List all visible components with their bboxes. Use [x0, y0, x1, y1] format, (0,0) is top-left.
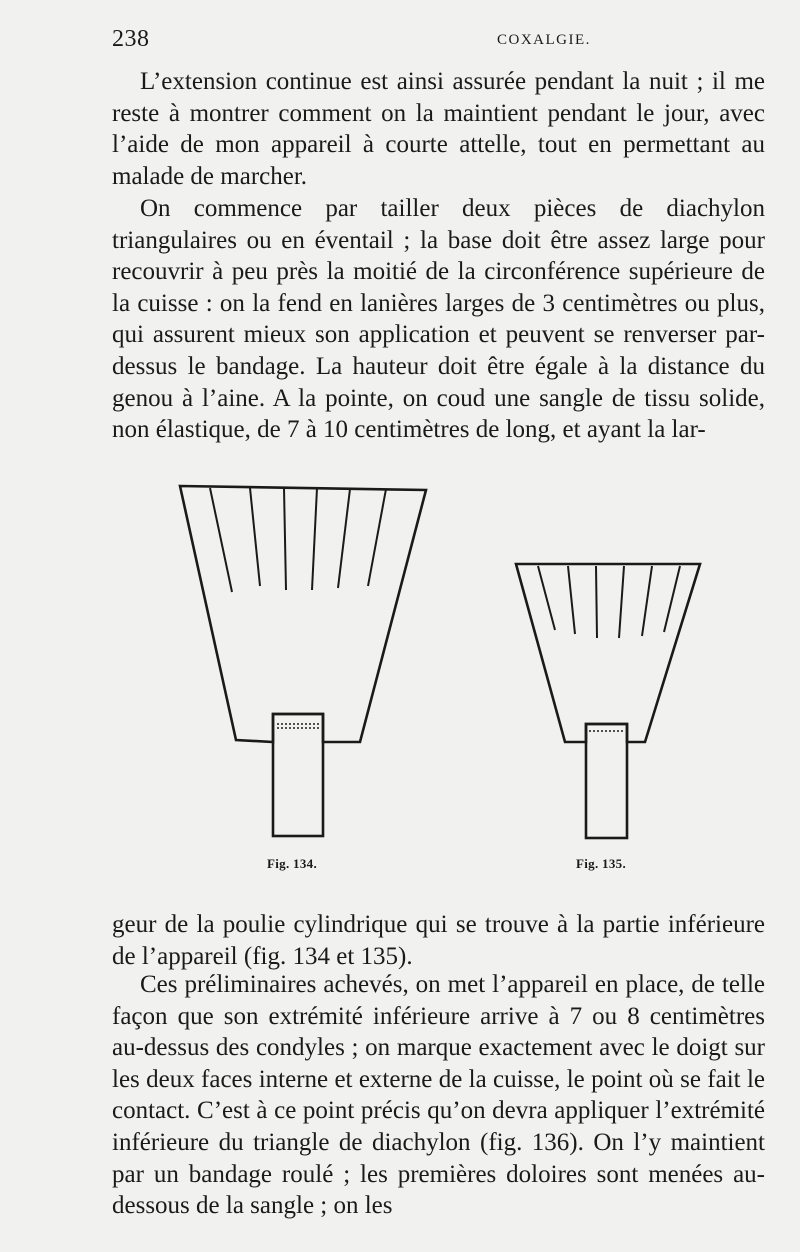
paragraph-preliminaires: Ces préliminaires achevés, on met l’appareil en place, de telle façon que son extrémité inférieure arrive à 7 ou 8 centimètres au-dessus des condyles ; on marque exactement avec le doigt sur les deux faces interne et externe de la cuisse, le point où se fait le contact. C’est à ce point précis qu’on devra appliquer l’extrémité inférieure du triangle de diachylon (fig. 136). On l’y maintient par un bandage roulé ; les premières doloires sont menées au-dessous de la sangle ; on les — [112, 971, 765, 1220]
paragraph-extension: L’extension continue est ainsi assurée pendant la nuit ; il me reste à montrer comment on la maintient pendant le jour, avec l’aide de mon appareil à courte attelle, tout en permettant au malade de marcher. — [112, 68, 765, 190]
figure-caption: Fig. 134. — [267, 856, 318, 871]
paragraph-poulie: geur de la poulie cylindrique qui se trouve à la partie inférieure de l’appareil (fig. 134 et 135). — [112, 911, 765, 970]
paragraph-diachylon: On commence par tailler deux pièces de diachylon triangulaires ou en éventail ; la base doit être assez large pour recouvrir à peu près la moitié de la circonférence supérieure de la cuisse : on la fend en lanières larges de 3 centimètres ou plus, qui assurent mieux son application et peuvent se renverser par-dessus le bandage. La hauteur doit être égale à la distance du genou à l’aine. A la pointe, on coud une sangle de tissu solide, non élastique, de 7 à 10 centimètres de long, et ayant la lar- — [112, 195, 765, 444]
fig-134-slit — [210, 488, 232, 592]
fig-134-slit — [284, 488, 286, 590]
fig-135-slit — [664, 566, 680, 632]
page-header — [112, 26, 762, 62]
fig-134-slit — [250, 488, 260, 586]
figures-134-135 — [170, 470, 710, 880]
fig-135-slit — [538, 566, 555, 630]
fig-135-slit — [596, 566, 597, 638]
fig-135-slit — [568, 566, 575, 634]
fig-135-slit — [619, 566, 624, 638]
fig-134-slit — [312, 488, 317, 590]
fig-134-slit — [368, 489, 386, 586]
figure-caption: Fig. 135. — [576, 856, 627, 871]
fig-134-strap — [273, 714, 323, 836]
fig-135-slit — [642, 566, 652, 636]
page-number: 238 — [112, 26, 150, 52]
fig-135-strap — [586, 724, 627, 838]
figures-drawing — [170, 470, 710, 880]
running-title: COXALGIE. — [497, 32, 591, 48]
fig-134-slit — [338, 489, 350, 588]
